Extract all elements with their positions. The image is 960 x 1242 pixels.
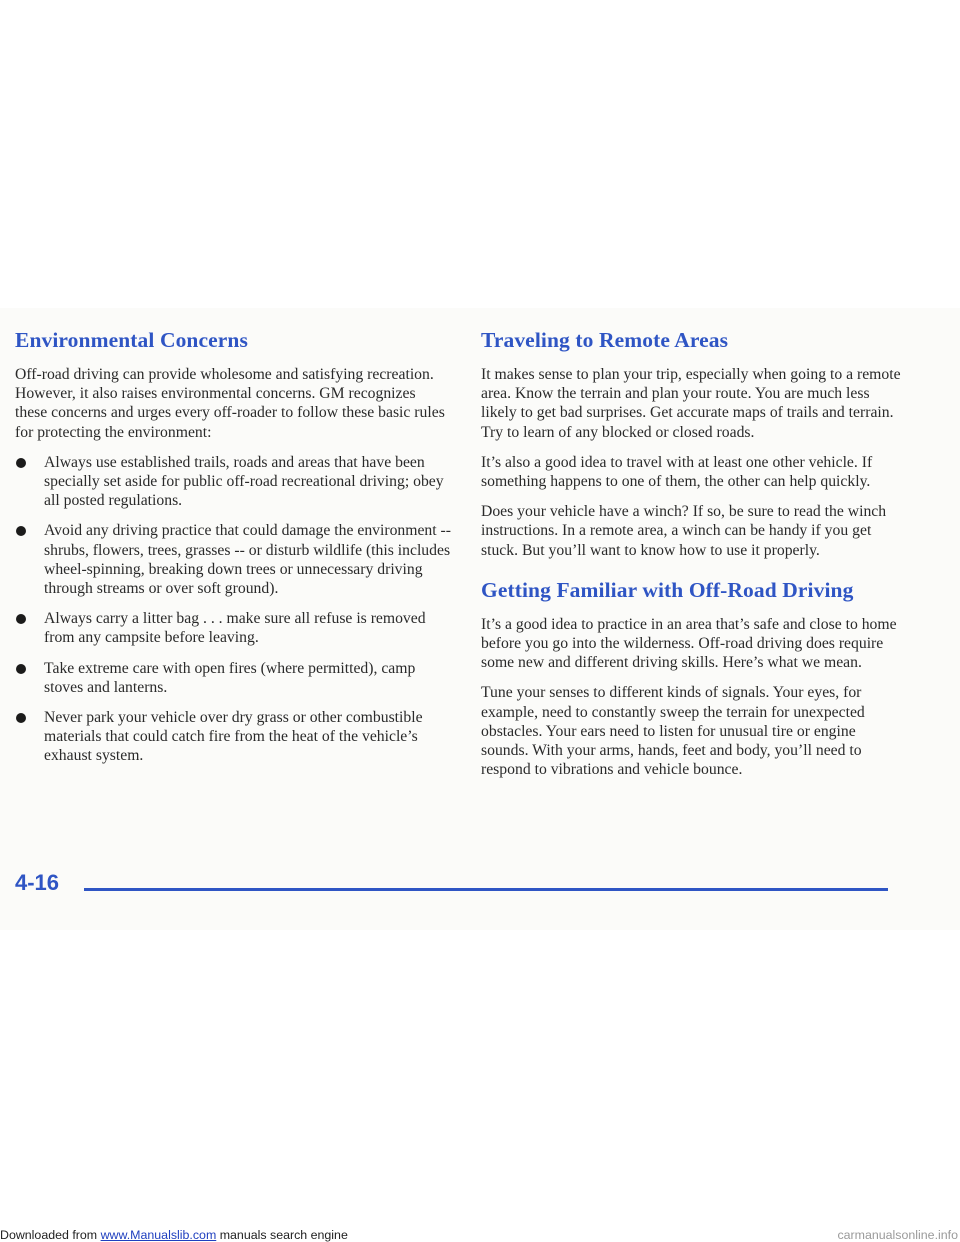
intro-paragraph: Off-road driving can provide wholesome and satisfying recreation. However, it also raises environmental concerns. GM recognizes these concerns and urges every off-roader to follow these basic rules for protecting the environment: (15, 366, 445, 441)
paragraph: It’s a good idea to practice in an area that’s safe and close to home before you go into the wilderness. Off-road driving does require some new and different driving skills. Here’s what we mean. (481, 615, 897, 672)
right-column (481, 328, 901, 790)
bullet-icon (16, 664, 26, 674)
page-footer (15, 870, 888, 900)
bullet-icon (16, 458, 26, 468)
paragraph: Does your vehicle have a winch? If so, be sure to read the winch instructions. In a remote area, a winch can be handy if you get stuck. But you’ll want to know how to use it properly. (481, 503, 887, 559)
watermark-suffix: manuals search engine (219, 1228, 348, 1242)
manualslib-link[interactable]: www.Manualslib.com (100, 1228, 217, 1242)
paragraph: It makes sense to plan your trip, especially when going to a remote area. Know the terrain and plan your route. You are much less likely to get bad surprises. Get accurate maps of trails and terrain. Try to learn of any blocked or closed roads. (481, 366, 901, 441)
list-item: Avoid any driving practice that could damage the environment -- shrubs, flowers, trees, grasses -- or disturb wildlife (this includes wheel-spinning, breaking down trees or unnecessary driving through streams or over soft ground). (15, 521, 451, 598)
page-number: 4-16 (15, 870, 60, 895)
list-item: Always use established trails, roads and areas that have been specially set aside for public off-road recreational driving; obey all posted regulations. (15, 453, 451, 511)
list-item: Never park your vehicle over dry grass or other combustible materials that could catch fire from the heat of the vehicle’s exhaust system. (15, 708, 451, 766)
section-heading-off-road-driving: Getting Familiar with Off-Road Driving (481, 577, 854, 602)
paragraph: It’s also a good idea to travel with at least one other vehicle. If something happens to one of them, the other can help quickly. (481, 453, 873, 491)
left-column (15, 328, 451, 777)
paragraph: Tune your senses to different kinds of signals. Your eyes, for example, need to constantly sweep the terrain for unexpected obstacles. Your ears need to listen for unusual tire or engine sounds. With your arms, hands, feet and body, you’ll need to respond to vibrations and vehicle bounce. (481, 684, 865, 779)
list-item: Take extreme care with open fires (where permitted), camp stoves and lanterns. (15, 659, 451, 697)
environment-rules-list (15, 453, 451, 766)
bullet-icon (16, 614, 26, 624)
section-heading-remote-areas: Traveling to Remote Areas (481, 328, 729, 352)
list-item: Always carry a litter bag . . . make sure all refuse is removed from any campsite before leaving. (15, 609, 451, 647)
bullet-icon (16, 713, 26, 723)
download-watermark (0, 1228, 960, 1242)
bullet-icon (16, 526, 26, 536)
site-watermark: carmanualsonline.info (837, 1228, 958, 1242)
footer-rule (84, 888, 888, 891)
section-heading-environmental-concerns: Environmental Concerns (15, 328, 248, 352)
watermark-prefix: Downloaded from (0, 1228, 98, 1242)
